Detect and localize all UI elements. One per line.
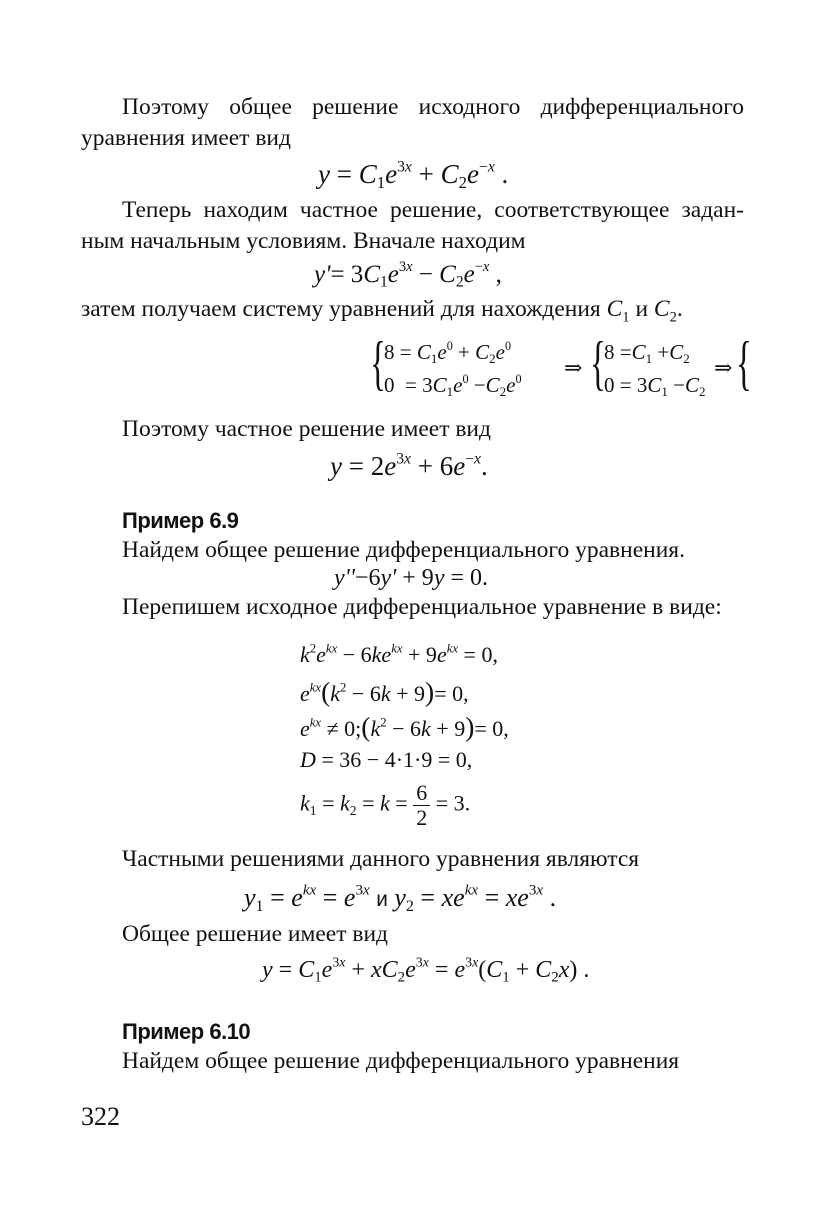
paragraph-line: Поэтому частное решение имеет вид	[122, 416, 491, 442]
system1-row2: $0 = 3C_1e^0 -C_2e^0$	[384, 371, 522, 399]
example-heading: Пример 6.10	[122, 1019, 251, 1044]
equation-ode: y''−6y' + 9y = 0.	[334, 565, 489, 591]
paragraph-line: ным начальным условиям. Вначале находим	[81, 228, 526, 254]
derivation-step-4: D = 36 − 4·1·9 = 0,	[300, 747, 473, 772]
fraction-numerator: 6	[413, 781, 430, 806]
derivation-step-5: $k_1 = k_2 = k$ = $\frac{6}{2}$ = 3.	[300, 780, 471, 831]
paragraph-line: Общее решение имеет вид	[122, 921, 389, 947]
paragraph-line: Перепишем исходное дифференциальное уравнение в виде:	[122, 594, 722, 620]
derivation-step-2: $e^{kx}(k^2 - 6k + 9)= 0$,	[300, 676, 469, 707]
implies-arrow: ⇒	[564, 355, 583, 380]
paragraph-line: Найдем общее решение дифференциального уравнения.	[122, 537, 685, 563]
derivation-step-1: $k^2e^{kx} - 6ke^{kx} + 9e^{kx} = 0$,	[300, 641, 498, 667]
equation-particular-solutions: $y_1 = e^{kx} = e^{3x}$ и $y_2 = xe^{kx} = xe^{3x}$ .	[244, 882, 557, 915]
equation-general-solution: $y = C_1e^{3x} + C_2e^{-x}$ .	[318, 158, 509, 193]
equation-general-solution-2: $y = C_1e^{3x} + xC_2e^{3x} = e^{3x}(C_1 + C_2x)$ .	[262, 955, 590, 986]
equation-derivative: $y'= 3C_1e^{3x} - C_2e^{-x}$ ,	[314, 259, 502, 291]
fraction-denominator: 2	[416, 805, 428, 831]
paragraph-line: Частными решениями данного уравнения являются	[122, 846, 640, 872]
paragraph-line: Теперь находим частное решение, соответствующее задан-	[122, 197, 744, 223]
paragraph-line: уравнения имеет вид	[81, 125, 291, 151]
derivation-step-3: $e^{kx}$ ≠ $0;(k^2 - 6k + 9)= 0$,	[300, 711, 509, 742]
left-brace: {	[736, 330, 752, 396]
paragraph-line: затем получаем систему уравнений для нахождения $C_1$ и $C_2$.	[81, 296, 683, 326]
example-heading: Пример 6.9	[122, 508, 239, 533]
implies-arrow: ⇒	[714, 355, 733, 380]
fraction	[413, 781, 430, 830]
page-number: 322	[81, 1102, 120, 1131]
left-brace: {	[590, 330, 606, 396]
equation-particular-solution: $y = 2e^{3x} + 6e^{-x}$.	[330, 450, 488, 481]
system2-row2: $0 = 3C_1 -C_2$	[604, 373, 706, 399]
system1-row1: $8 = C_1e^0 + C_2e^0$	[384, 338, 512, 366]
paragraph-line: Найдем общее решение дифференциального уравнения	[122, 1048, 680, 1074]
system2-row1: $8 =C_1 +C_2$	[604, 340, 690, 366]
left-brace: {	[370, 330, 386, 396]
paragraph-line: Поэтому общее решение исходного дифференциального	[122, 94, 744, 120]
